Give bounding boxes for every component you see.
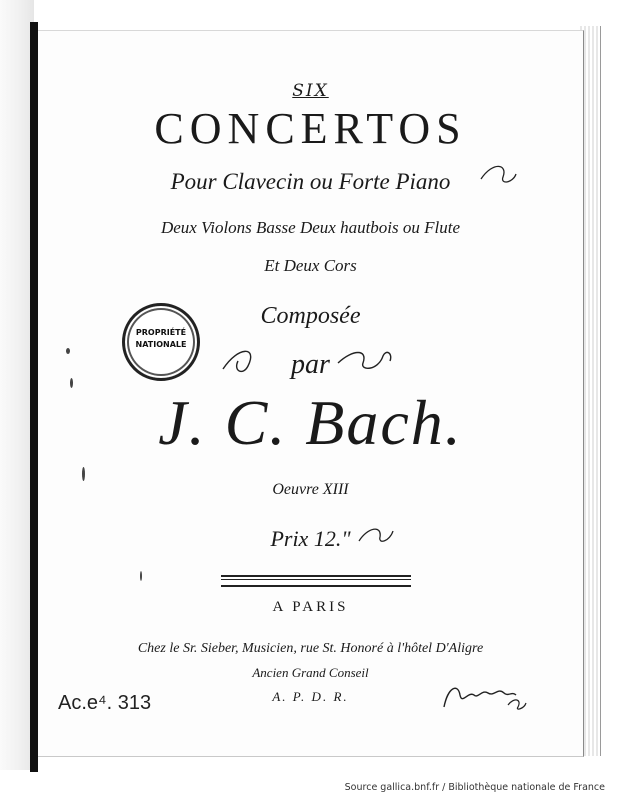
ink-speck <box>66 348 70 354</box>
instrumentation-line-1: Pour Clavecin ou Forte Piano <box>170 169 451 194</box>
title-concertos: CONCERTOS <box>154 104 467 153</box>
shelfmark-label: Ac.e⁴. 313 <box>58 692 152 714</box>
pour-flourish-icon <box>478 159 518 189</box>
publisher-signature-icon <box>438 677 528 713</box>
imprint-privilege: A. P. D. R. <box>272 689 349 704</box>
instrumentation-line-3: Et Deux Cors <box>264 256 357 275</box>
imprint-city: A PARIS <box>272 599 349 615</box>
stamp-line-2: NATIONALE <box>135 340 187 349</box>
library-stamp <box>122 303 200 381</box>
title-page <box>38 30 584 757</box>
composed-label: Composée <box>260 303 361 329</box>
stamp-line-1: PROPRIÉTÉ <box>135 328 187 337</box>
prix-flourish-icon <box>356 519 396 549</box>
imprint-publisher: Chez le Sr. Sieber, Musicien, rue St. Honoré à l'hôtel D'Aligre <box>137 641 484 656</box>
by-label: par <box>291 349 330 380</box>
scan-background-edge <box>0 0 34 770</box>
price-label: Prix 12." <box>270 526 351 551</box>
imprint-address: Ancien Grand Conseil <box>252 665 369 680</box>
par-flourish-icon <box>218 341 398 381</box>
title-six: SIX <box>292 81 329 101</box>
ornamental-rule <box>221 575 411 587</box>
binding-edge <box>30 22 38 772</box>
opus-number: Oeuvre XIII <box>272 481 349 498</box>
source-attribution: Source gallica.bnf.fr / Bibliothèque nationale de France <box>344 782 605 793</box>
ink-speck <box>70 378 73 388</box>
ink-speck <box>82 467 85 481</box>
instrumentation-line-2: Deux Violons Basse Deux hautbois ou Flute <box>160 218 461 237</box>
composer-name: J. C. Bach. <box>158 387 463 458</box>
ink-speck <box>140 571 142 581</box>
